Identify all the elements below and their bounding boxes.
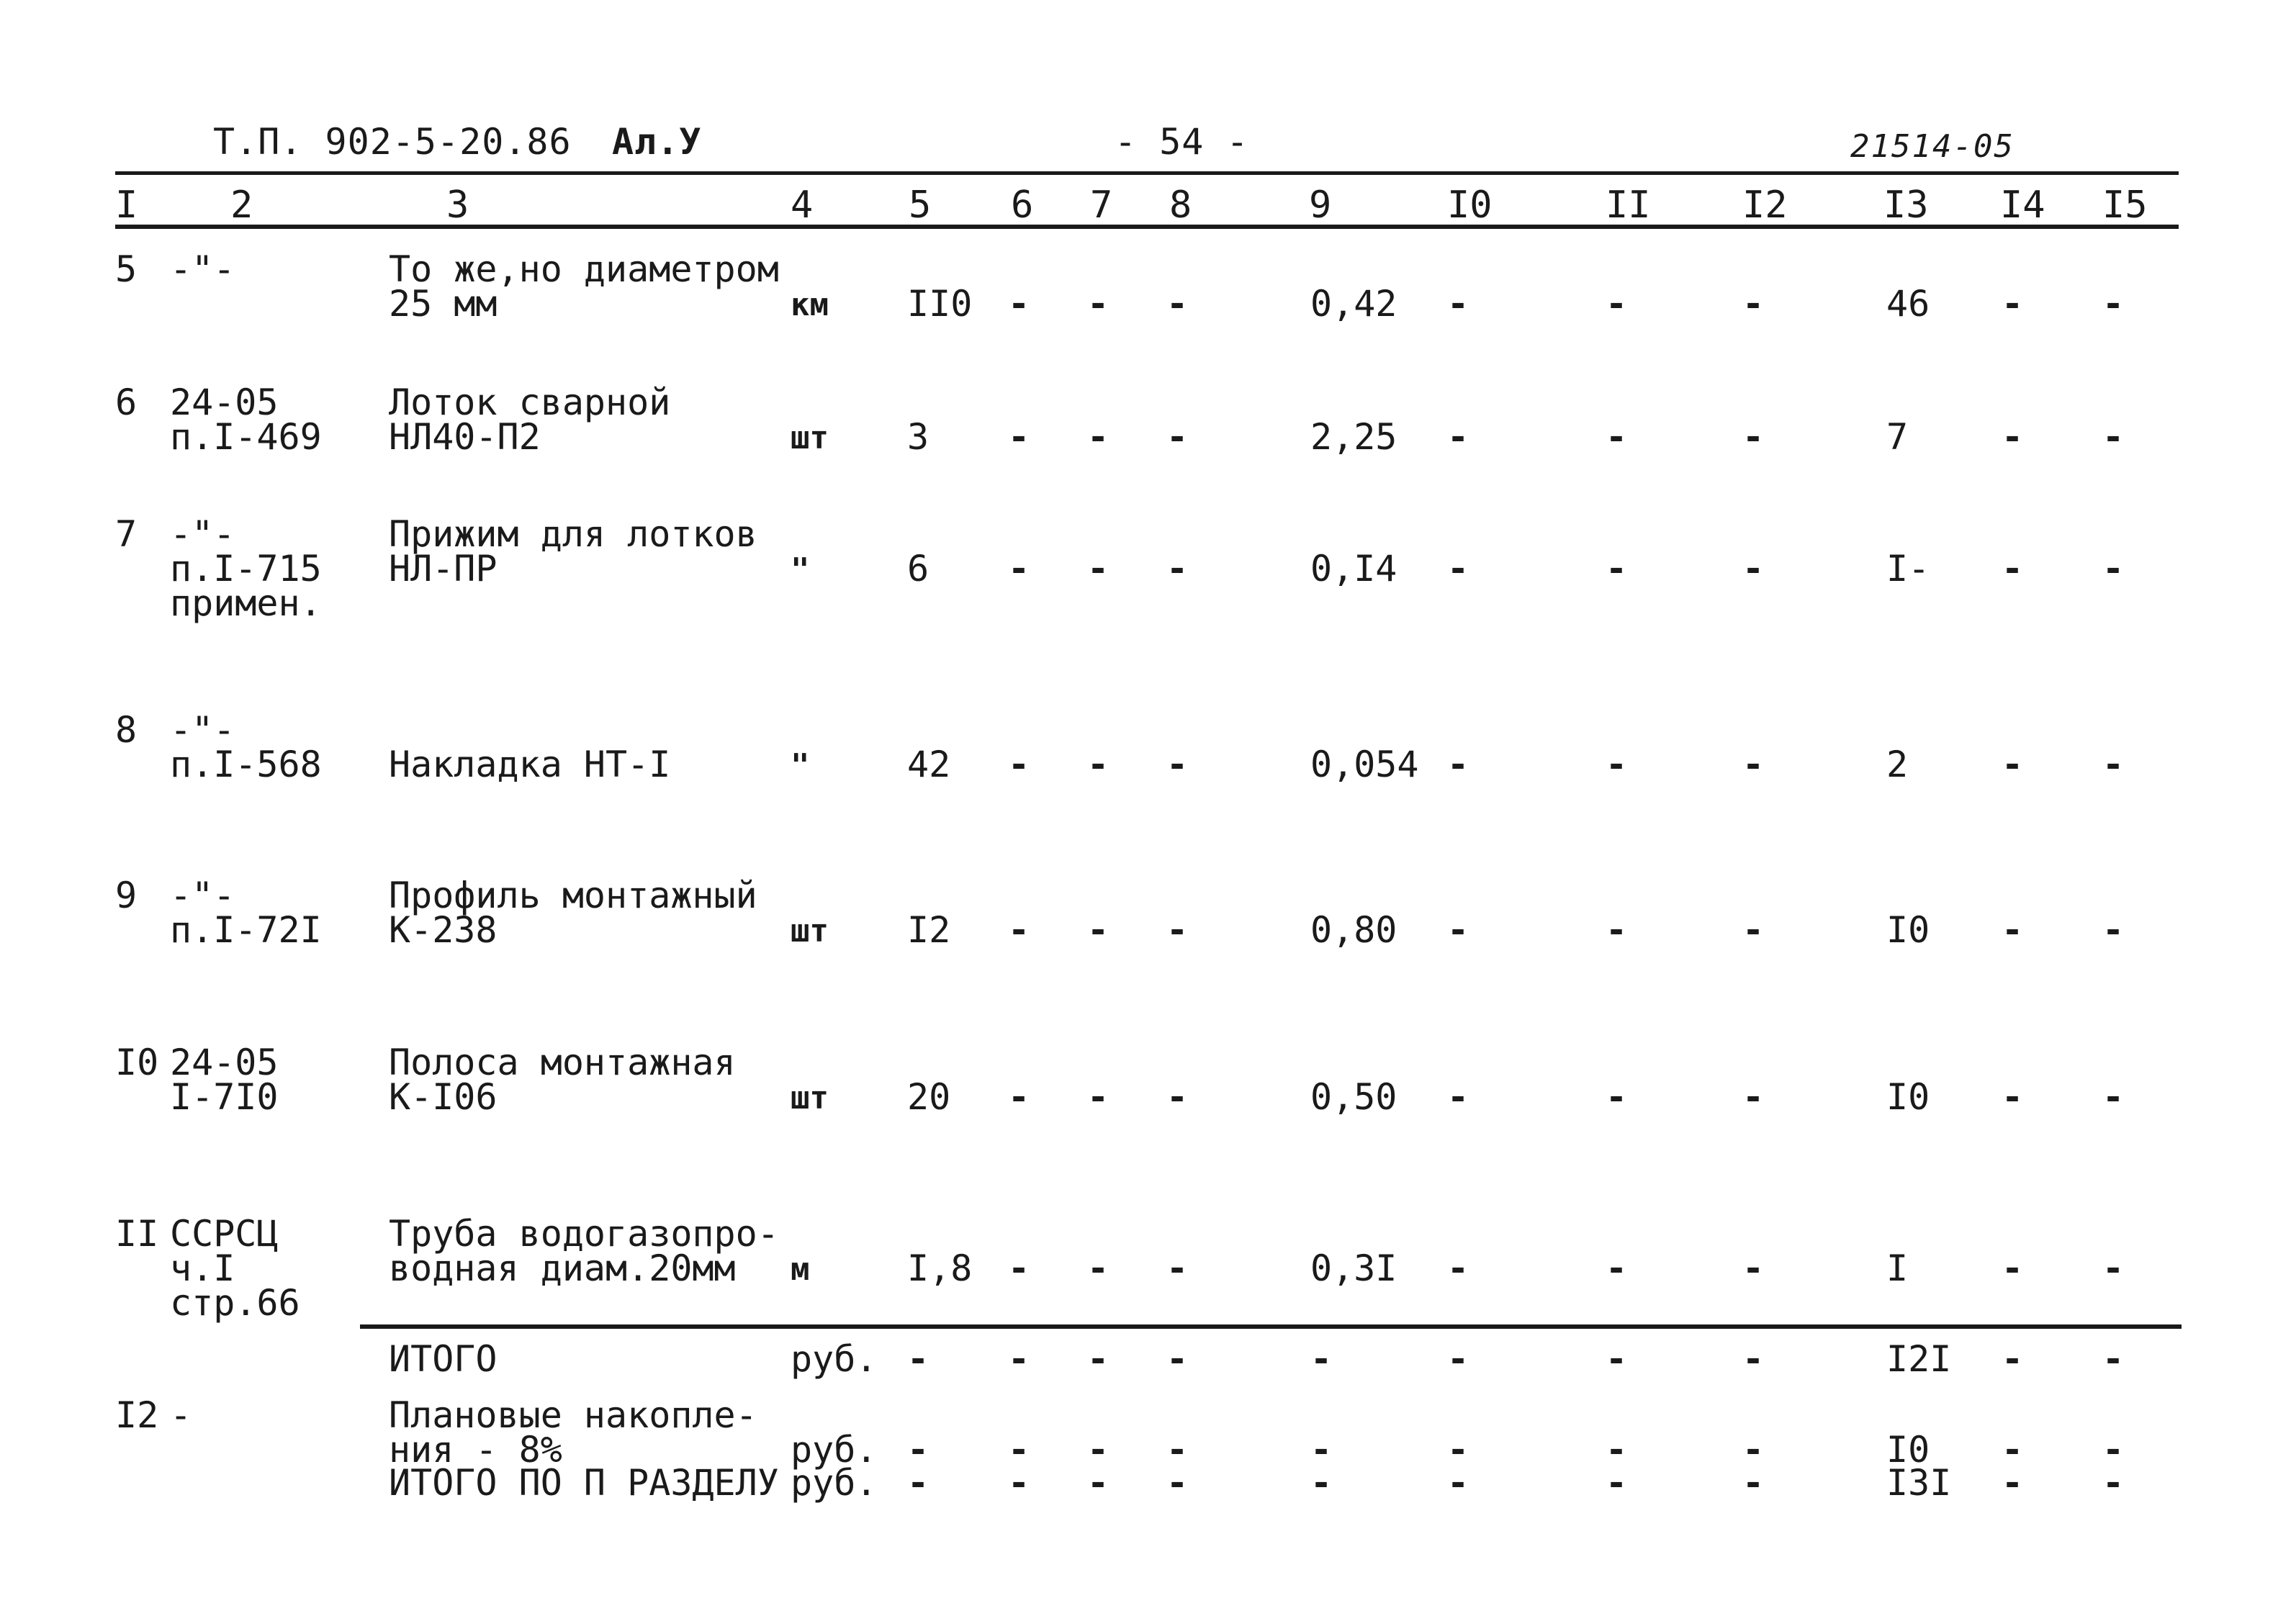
row-value-c6: - bbox=[1008, 1247, 1030, 1289]
row-value-c14: - bbox=[2002, 416, 2024, 458]
row-value-c11: - bbox=[1606, 1247, 1628, 1289]
row-value-c5: 6 bbox=[907, 548, 929, 590]
row-reference: п.I-715 bbox=[170, 548, 322, 590]
total-value-c13: I2I bbox=[1886, 1338, 1952, 1380]
total-value-c11: - bbox=[1606, 1338, 1628, 1380]
total-unit: руб. bbox=[791, 1462, 878, 1504]
row-value-c8: - bbox=[1166, 416, 1189, 458]
row-reference: -"- bbox=[170, 513, 235, 555]
row-value-c15: - bbox=[2102, 1076, 2125, 1118]
total-value-c14: - bbox=[2002, 1429, 2024, 1471]
column-number: II bbox=[1606, 184, 1651, 227]
total-unit: руб. bbox=[791, 1338, 878, 1380]
total-value-c8: - bbox=[1166, 1429, 1189, 1471]
total-value-c15: - bbox=[2102, 1429, 2125, 1471]
row-reference: -"- bbox=[170, 248, 235, 290]
row-value-c8: - bbox=[1166, 1247, 1189, 1289]
column-number: I5 bbox=[2102, 184, 2148, 227]
row-number: I0 bbox=[115, 1042, 159, 1083]
row-name: К-238 bbox=[389, 909, 498, 951]
column-number: 7 bbox=[1090, 184, 1113, 227]
total-value-c12: - bbox=[1742, 1429, 1765, 1471]
total-value-c11: - bbox=[1606, 1429, 1628, 1471]
row-name: водная диам.20мм bbox=[389, 1247, 736, 1289]
row-value-c9: 0,3I bbox=[1310, 1247, 1397, 1289]
total-value-c6: - bbox=[1008, 1429, 1030, 1471]
row-unit: " bbox=[791, 551, 810, 588]
total-value-c5: - bbox=[907, 1338, 929, 1380]
row-value-c7: - bbox=[1087, 1076, 1109, 1118]
row-value-c5: 42 bbox=[907, 744, 951, 785]
row-number: 6 bbox=[115, 382, 138, 423]
row-value-c13: 7 bbox=[1886, 416, 1909, 458]
column-number: I2 bbox=[1742, 184, 1788, 227]
page-number: - 54 - bbox=[1115, 121, 1249, 163]
row-value-c13: 46 bbox=[1886, 283, 1930, 325]
row-value-c12: - bbox=[1742, 1076, 1765, 1118]
row-value-c7: - bbox=[1087, 548, 1109, 590]
total-value-c15: - bbox=[2102, 1462, 2125, 1504]
row-value-c15: - bbox=[2102, 548, 2125, 590]
row-name: Прижим для лотков bbox=[389, 513, 757, 555]
row-value-c14: - bbox=[2002, 744, 2024, 785]
row-value-c12: - bbox=[1742, 909, 1765, 951]
row-value-c10: - bbox=[1447, 744, 1469, 785]
row-value-c7: - bbox=[1087, 744, 1109, 785]
total-value-c6: - bbox=[1008, 1462, 1030, 1504]
row-number: 7 bbox=[115, 513, 138, 555]
row-number: II bbox=[115, 1213, 159, 1255]
sheet-label: Ал.У bbox=[612, 121, 702, 163]
total-value-c14: - bbox=[2002, 1338, 2024, 1380]
total-value-c8: - bbox=[1166, 1462, 1189, 1504]
row-value-c14: - bbox=[2002, 283, 2024, 325]
row-value-c9: 0,I4 bbox=[1310, 548, 1397, 590]
row-name: Лоток сварной bbox=[389, 382, 671, 423]
total-value-c7: - bbox=[1087, 1462, 1109, 1504]
row-value-c6: - bbox=[1008, 744, 1030, 785]
row-reference: примен. bbox=[170, 582, 322, 624]
row-value-c14: - bbox=[2002, 548, 2024, 590]
row-value-c12: - bbox=[1742, 744, 1765, 785]
row-value-c6: - bbox=[1008, 548, 1030, 590]
total-number: I2 bbox=[115, 1394, 159, 1436]
total-value-c14: - bbox=[2002, 1462, 2024, 1504]
row-reference: -"- bbox=[170, 709, 235, 751]
total-value-c13: I3I bbox=[1886, 1462, 1952, 1504]
row-unit: шт bbox=[791, 913, 829, 949]
row-value-c13: I0 bbox=[1886, 1076, 1930, 1118]
row-value-c8: - bbox=[1166, 283, 1189, 325]
row-value-c11: - bbox=[1606, 744, 1628, 785]
column-number: I4 bbox=[2000, 184, 2045, 227]
row-name: Профиль монтажный bbox=[389, 875, 757, 916]
row-value-c8: - bbox=[1166, 744, 1189, 785]
row-value-c14: - bbox=[2002, 909, 2024, 951]
total-reference: - bbox=[170, 1394, 192, 1436]
row-value-c12: - bbox=[1742, 1247, 1765, 1289]
total-value-c8: - bbox=[1166, 1338, 1189, 1380]
row-reference: I-7I0 bbox=[170, 1076, 279, 1118]
row-value-c9: 0,054 bbox=[1310, 744, 1419, 785]
row-value-c8: - bbox=[1166, 1076, 1189, 1118]
row-value-c15: - bbox=[2102, 283, 2125, 325]
row-name: Труба водогазопро- bbox=[389, 1213, 779, 1255]
column-number: 3 bbox=[446, 184, 469, 227]
total-name: ИТОГО ПО П РАЗДЕЛУ bbox=[389, 1462, 779, 1504]
row-value-c15: - bbox=[2102, 744, 2125, 785]
row-name: Полоса монтажная bbox=[389, 1042, 736, 1083]
row-value-c9: 2,25 bbox=[1310, 416, 1397, 458]
row-value-c11: - bbox=[1606, 416, 1628, 458]
row-value-c11: - bbox=[1606, 283, 1628, 325]
row-value-c10: - bbox=[1447, 283, 1469, 325]
total-name: Плановые накопле- bbox=[389, 1394, 757, 1436]
row-value-c7: - bbox=[1087, 909, 1109, 951]
row-value-c15: - bbox=[2102, 1247, 2125, 1289]
total-value-c9: - bbox=[1310, 1462, 1333, 1504]
row-value-c7: - bbox=[1087, 1247, 1109, 1289]
total-name: ИТОГО bbox=[389, 1338, 498, 1380]
total-value-c10: - bbox=[1447, 1338, 1469, 1380]
row-value-c8: - bbox=[1166, 909, 1189, 951]
row-value-c14: - bbox=[2002, 1247, 2024, 1289]
row-name: НЛ-ПР bbox=[389, 548, 498, 590]
row-value-c15: - bbox=[2102, 909, 2125, 951]
total-value-c9: - bbox=[1310, 1429, 1333, 1471]
row-value-c5: I2 bbox=[907, 909, 951, 951]
row-value-c11: - bbox=[1606, 548, 1628, 590]
column-number: 8 bbox=[1169, 184, 1192, 227]
row-unit: км bbox=[791, 286, 829, 323]
row-name: То же,но диаметром bbox=[389, 248, 779, 290]
total-value-c6: - bbox=[1008, 1338, 1030, 1380]
row-value-c9: 0,42 bbox=[1310, 283, 1397, 325]
header-rule bbox=[115, 225, 2179, 229]
row-value-c15: - bbox=[2102, 416, 2125, 458]
row-reference: ч.I bbox=[170, 1247, 235, 1289]
row-reference: п.I-469 bbox=[170, 416, 322, 458]
column-number: 5 bbox=[909, 184, 932, 227]
total-value-c10: - bbox=[1447, 1429, 1469, 1471]
column-number: I0 bbox=[1447, 184, 1493, 227]
totals-rule bbox=[360, 1324, 2182, 1329]
inventory-number: 21514-05 bbox=[1850, 128, 2014, 165]
row-value-c13: I bbox=[1886, 1247, 1909, 1289]
row-value-c10: - bbox=[1447, 1076, 1469, 1118]
total-value-c5: - bbox=[907, 1429, 929, 1471]
row-reference: 24-05 bbox=[170, 1042, 279, 1083]
row-name: НЛ40-П2 bbox=[389, 416, 541, 458]
top-rule bbox=[115, 171, 2179, 175]
total-value-c9: - bbox=[1310, 1338, 1333, 1380]
row-reference: п.I-72I bbox=[170, 909, 322, 951]
total-name: ния - 8% bbox=[389, 1429, 562, 1471]
row-name: Накладка НТ-I bbox=[389, 744, 671, 785]
row-unit: м bbox=[791, 1251, 810, 1288]
row-value-c5: II0 bbox=[907, 283, 973, 325]
row-value-c12: - bbox=[1742, 548, 1765, 590]
row-value-c13: 2 bbox=[1886, 744, 1909, 785]
row-value-c6: - bbox=[1008, 1076, 1030, 1118]
total-value-c12: - bbox=[1742, 1462, 1765, 1504]
row-reference: п.I-568 bbox=[170, 744, 322, 785]
row-value-c10: - bbox=[1447, 548, 1469, 590]
row-value-c10: - bbox=[1447, 1247, 1469, 1289]
row-number: 8 bbox=[115, 709, 138, 751]
row-value-c7: - bbox=[1087, 416, 1109, 458]
row-value-c11: - bbox=[1606, 909, 1628, 951]
row-value-c9: 0,50 bbox=[1310, 1076, 1397, 1118]
total-unit: руб. bbox=[791, 1429, 878, 1471]
row-reference: стр.66 bbox=[170, 1282, 300, 1324]
row-value-c8: - bbox=[1166, 548, 1189, 590]
row-value-c13: I- bbox=[1886, 548, 1930, 590]
row-value-c5: 20 bbox=[907, 1076, 951, 1118]
row-value-c6: - bbox=[1008, 909, 1030, 951]
row-name: 25 мм bbox=[389, 283, 498, 325]
row-reference: -"- bbox=[170, 875, 235, 916]
row-unit: " bbox=[791, 747, 810, 784]
row-value-c5: I,8 bbox=[907, 1247, 973, 1289]
total-value-c11: - bbox=[1606, 1462, 1628, 1504]
row-value-c10: - bbox=[1447, 416, 1469, 458]
row-value-c9: 0,80 bbox=[1310, 909, 1397, 951]
total-value-c13: I0 bbox=[1886, 1429, 1930, 1471]
total-value-c15: - bbox=[2102, 1338, 2125, 1380]
row-value-c7: - bbox=[1087, 283, 1109, 325]
column-number: 6 bbox=[1011, 184, 1034, 227]
total-value-c12: - bbox=[1742, 1338, 1765, 1380]
row-value-c10: - bbox=[1447, 909, 1469, 951]
row-value-c6: - bbox=[1008, 416, 1030, 458]
row-reference: ССРСЦ bbox=[170, 1213, 279, 1255]
row-value-c12: - bbox=[1742, 416, 1765, 458]
row-value-c13: I0 bbox=[1886, 909, 1930, 951]
row-unit: шт bbox=[791, 1080, 829, 1116]
row-value-c14: - bbox=[2002, 1076, 2024, 1118]
column-number: I3 bbox=[1883, 184, 1929, 227]
column-number: 4 bbox=[791, 184, 814, 227]
row-value-c6: - bbox=[1008, 283, 1030, 325]
row-name: К-I06 bbox=[389, 1076, 498, 1118]
row-reference: 24-05 bbox=[170, 382, 279, 423]
row-value-c5: 3 bbox=[907, 416, 929, 458]
total-value-c7: - bbox=[1087, 1338, 1109, 1380]
total-value-c5: - bbox=[907, 1462, 929, 1504]
row-number: 5 bbox=[115, 248, 138, 290]
row-value-c11: - bbox=[1606, 1076, 1628, 1118]
row-unit: шт bbox=[791, 420, 829, 456]
row-number: 9 bbox=[115, 875, 138, 916]
total-value-c10: - bbox=[1447, 1462, 1469, 1504]
project-code: Т.П. 902-5-20.86 bbox=[213, 121, 572, 163]
column-number: 9 bbox=[1309, 184, 1332, 227]
total-value-c7: - bbox=[1087, 1429, 1109, 1471]
row-value-c12: - bbox=[1742, 283, 1765, 325]
column-number: I bbox=[115, 184, 138, 227]
column-number: 2 bbox=[230, 184, 253, 227]
